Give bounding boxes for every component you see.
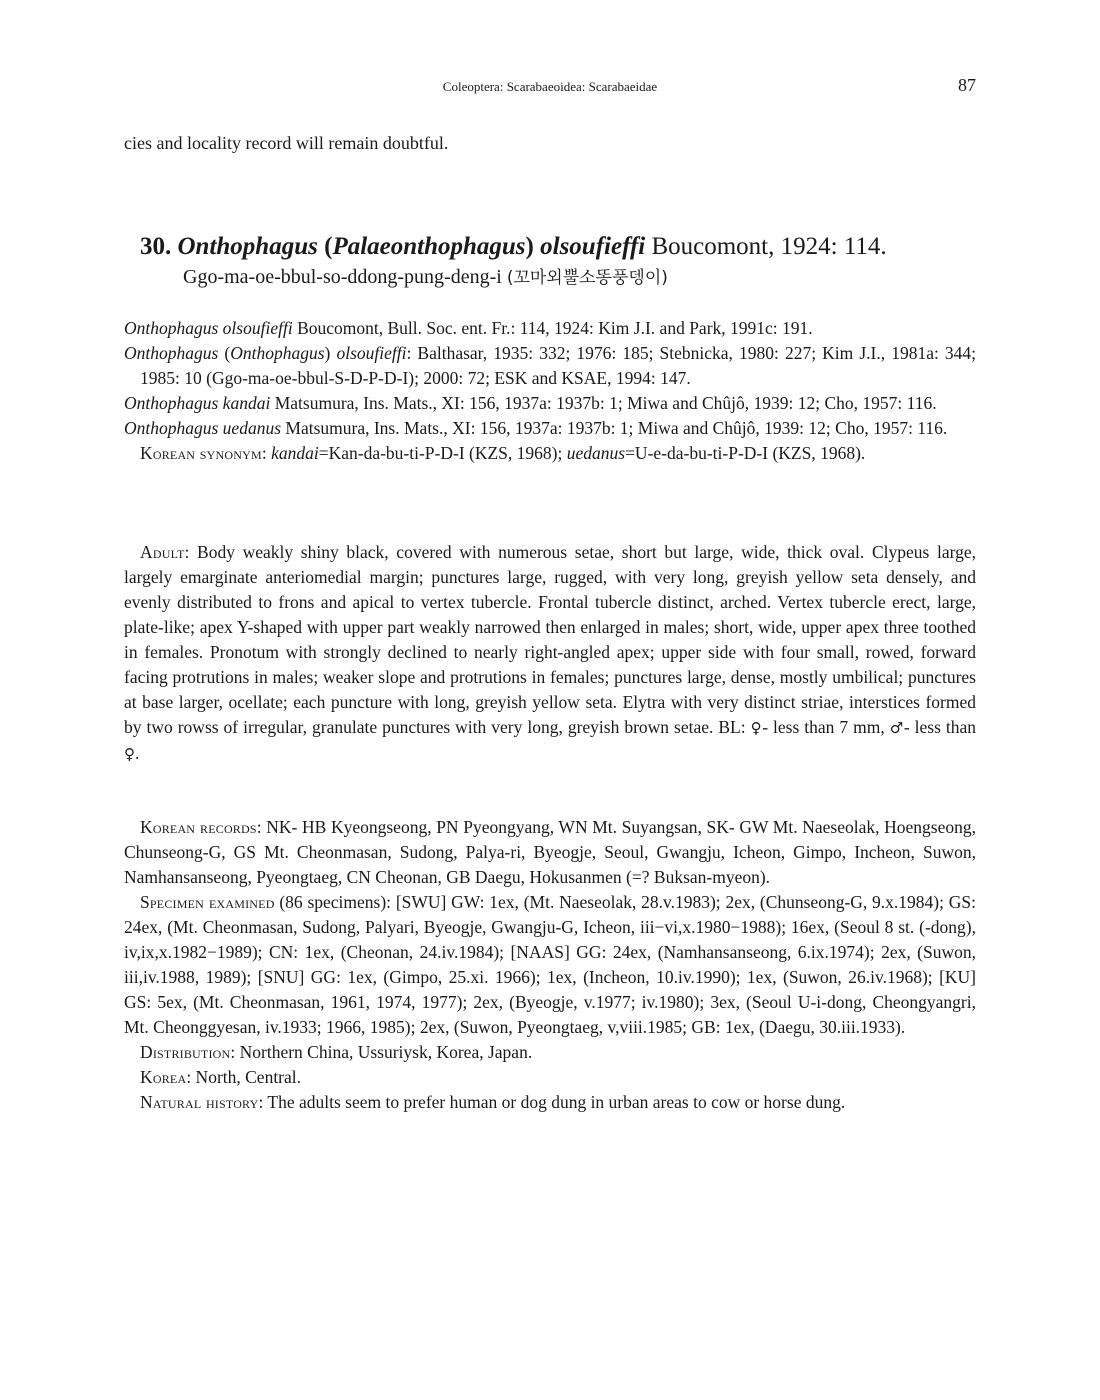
synonym-entry: Onthophagus (Onthophagus) olsoufieffi: Balthasar, 1935: 332; 1976: 185; Stebnicka, 1980: 227; Kim J.I., 1981a: 344; 1985: 10 (Ggo-ma-oe-bbul-S-D-P-D-I); 2000: 72; ESK and KSAE, 1994: 147. — [124, 343, 977, 388]
species-title: 30. Onthophagus (Palaeonthophagus) olsoufieffi Boucomont, 1924: 114. — [140, 233, 887, 260]
korean-records-label: Korean records — [140, 817, 257, 837]
korea-label: Korea — [140, 1067, 187, 1087]
species-epithet: olsoufieffi — [540, 233, 646, 260]
specimen-examined-label: Specimen examined — [140, 892, 275, 912]
distribution: Distribution: Northern China, Ussuriysk, Korea, Japan. — [140, 1042, 533, 1062]
running-title: Coleoptera: Scarabaeoidea: Scarabaeidae — [442, 79, 658, 94]
korean-synonym-label: Korean synonym — [140, 443, 262, 463]
korean-name — [183, 263, 976, 292]
records-section — [124, 815, 976, 1115]
korean-synonym: Korean synonym: kandai=Kan-da-bu-ti-P-D-I (KZS, 1968); uedanus=U-e-da-bu-ti-P-D-I (KZS, 1968). — [140, 443, 866, 463]
female-symbol-icon: ♀ — [124, 745, 135, 763]
synonym-entry: Onthophagus olsoufieffi Boucomont, Bull. Soc. ent. Fr.: 114, 1924: Kim J.I. and Park, 1991c: 191. — [124, 318, 813, 338]
distribution-label: Distribution — [140, 1042, 231, 1062]
korea-range: Korea: North, Central. — [140, 1067, 302, 1087]
synonym-entry: Onthophagus kandai Matsumura, Ins. Mats., XI: 156, 1937a: 1937b: 1; Miwa and Chûjô, 1939: 12; Cho, 1957: 116. — [124, 393, 937, 413]
specimen-examined: Specimen examined (86 specimens): [SWU] GW: 1ex, (Mt. Naeseolak, 28.v.1983); 2ex, (Chunseong-G, 9.x.1984); GS: 24ex, (Mt. Cheonmasan, Sudong, Palyari, Byeogje, Gwangju-G, Icheon, iii−vi,x.1980−1988); 16ex, (Seoul 8 st. (-dong), iv,ix,x.1982−1989); CN: 1ex, (Cheonan, 24.iv.1984); [NAAS] GG: 24ex, (Namhansanseong, 6.ix.1974); 2ex, (Suwon, iii,iv.1988, 1989); [SNU] GG: 1ex, (Gimpo, 25.xi. 1966); 1ex, (Incheon, 10.iv.1990); 1ex, (Suwon, 26.iv.1968); [KU] GS: 5ex, (Mt. Cheonmasan, 1961, 1974, 1977); 2ex, (Byeogje, v.1977; iv.1980); 3ex, (Seoul U-i-dong, Cheongyangri, Mt. Cheonggyesan, iv.1933; 1966, 1985); 2ex, (Suwon, Pyeongtaeg, v,viii.1985; GB: 1ex, (Daegu, 30.iii.1933). — [124, 892, 976, 1037]
adult-label: Adult — [140, 542, 185, 562]
species-subgenus: Palaeonthophagus — [332, 233, 526, 260]
male-symbol-icon: ♂ — [889, 719, 904, 737]
species-heading — [140, 231, 976, 292]
korean-romanized: Ggo-ma-oe-bbul-so-ddong-pung-deng-i — [183, 266, 502, 288]
natural-history: Natural history: The adults seem to prefer human or dog dung in urban areas to cow or horse dung. — [140, 1092, 846, 1112]
page-number: 87 — [958, 75, 976, 95]
continuation-text: cies and locality record will remain doubtful. — [124, 133, 449, 153]
female-symbol-icon: ♀ — [750, 719, 763, 737]
adult-description: Adult: Body weakly shiny black, covered with numerous setae, short but large, wide, thick oval. Clypeus large, largely emarginate anteriomedial margin; punctures large, rugged, with very long, greyish yellow seta densely, and evenly distributed to frons and apical to vertex tubercle. Frontal tubercle distinct, arched. Vertex tubercle erect, large, plate-like; apex Y-shaped with upper part weakly narrowed then enlarged in males; short, wide, upper apex three toothed in females. Pronotum with strongly declined to nearly right-angled apex; upper side with four small, rowed, forward facing protrutions in males; weaker slope and protrutions in females; punctures large, dense, mostly umbilical; punctures at base larger, ocellate; each puncture with long, greyish yellow seta. Elytra with very distinct striae, interstices formed by two rowss of irregular, granulate punctures with very long, greyish brown setae. BL: ♀- less than 7 mm, ♂- less than ♀. — [124, 542, 977, 763]
species-authority: Boucomont, 1924: 114. — [645, 233, 887, 260]
synonymy-list — [124, 316, 976, 466]
synonym-entry: Onthophagus uedanus Matsumura, Ins. Mats., XI: 156, 1937a: 1937b: 1; Miwa and Chûjô, 1939: 12; Cho, 1957: 116. — [124, 418, 948, 438]
running-head — [124, 77, 976, 97]
korean-records: Korean records: NK- HB Kyeongseong, PN Pyeongyang, WN Mt. Suyangsan, SK- GW Mt. Naeseolak, Hoengseong, Chunseong-G, GS Mt. Cheonmasan, Sudong, Palya-ri, Byeogje, Seoul, Gwangju, Icheon, Gimpo, Incheon, Suwon, Namhansanseong, Pyeongtaeg, CN Cheonan, GB Daegu, Hokusanmen (=? Buksan-myeon). — [124, 817, 976, 887]
species-number: 30. — [140, 233, 172, 260]
natural-history-label: Natural history — [140, 1092, 259, 1112]
species-genus: Onthophagus — [177, 233, 318, 260]
korean-hangul: (꼬마외뿔소똥풍뎅이) — [506, 268, 668, 288]
